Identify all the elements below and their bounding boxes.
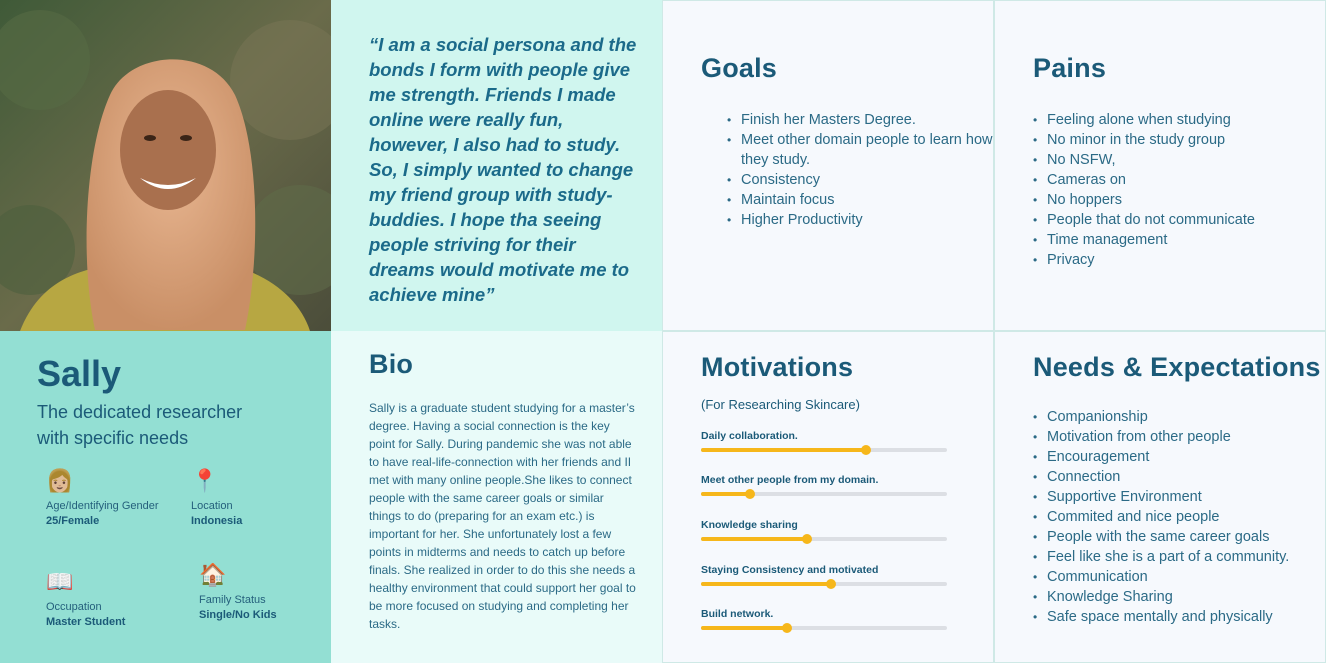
list-item: • Time management bbox=[1033, 230, 1325, 250]
motivation-bar-track bbox=[701, 448, 947, 452]
motivation-bar-track bbox=[701, 626, 947, 630]
motivation-bar-fill bbox=[701, 492, 750, 496]
pains-panel bbox=[994, 0, 1326, 331]
motivation-label: Staying Consistency and motivated bbox=[701, 564, 879, 576]
list-item: • Meet other domain people to learn how they study. bbox=[727, 130, 993, 170]
motivation-bar-track bbox=[701, 537, 947, 541]
attribute-family-status bbox=[199, 562, 331, 621]
attribute-label: Age/Identifying Gender bbox=[46, 500, 159, 512]
motivation-bar-track bbox=[701, 492, 947, 496]
goals-title: Goals bbox=[701, 53, 778, 83]
needs-title: Needs & Expectations bbox=[1033, 352, 1321, 382]
motivation-bar-fill bbox=[701, 537, 807, 541]
motivation-bar-track bbox=[701, 582, 947, 586]
motivation-item bbox=[701, 519, 947, 541]
list-item: • Feeling alone when studying bbox=[1033, 110, 1325, 130]
motivation-item bbox=[701, 564, 947, 586]
persona-quote-panel bbox=[331, 0, 662, 331]
motivation-label: Daily collaboration. bbox=[701, 430, 798, 442]
list-item: • Motivation from other people bbox=[1033, 427, 1325, 447]
list-item: • No minor in the study group bbox=[1033, 130, 1325, 150]
bio-panel bbox=[331, 331, 662, 663]
attribute-label: Occupation bbox=[46, 601, 102, 613]
motivation-bar-fill bbox=[701, 448, 866, 452]
list-item: • Finish her Masters Degree. bbox=[727, 110, 993, 130]
bio-text: Sally is a graduate student studying for a master’s degree. Having a social connection is the key point for Sally. During pandemic she was not able to have real-life-connection with her friends and II met with many online people.She likes to connect people with the same career goals or similar things to do (preparing for an exam etc.) is important for her. She unfortunately lost a few points in midterms and needs to catch up before finals. She realized in order to do this she needs a healthy environment that could support her goal to be more focused on studying and completing her tasks. bbox=[369, 401, 636, 631]
persona-name: Sally bbox=[37, 353, 122, 394]
list-item: • Feel like she is a part of a community. bbox=[1033, 547, 1325, 567]
list-item: • Safe space mentally and physically bbox=[1033, 607, 1325, 627]
goals-panel bbox=[662, 0, 994, 331]
motivation-label: Knowledge sharing bbox=[701, 519, 798, 531]
needs-expectations-panel bbox=[994, 331, 1326, 663]
attribute-age-gender bbox=[46, 468, 196, 527]
attribute-occupation bbox=[46, 569, 196, 628]
motivation-bar-knob bbox=[782, 623, 792, 633]
motivations-title: Motivations bbox=[701, 352, 854, 382]
motivation-bar-knob bbox=[745, 489, 755, 499]
persona-portrait-image bbox=[0, 0, 331, 331]
list-item: • No hoppers bbox=[1033, 190, 1325, 210]
attribute-location bbox=[191, 468, 331, 527]
list-item: • Maintain focus bbox=[727, 190, 993, 210]
list-item: • Companionship bbox=[1033, 407, 1325, 427]
needs-list bbox=[1033, 407, 1325, 627]
attribute-value: Single/No Kids bbox=[199, 609, 277, 621]
pains-list bbox=[1033, 110, 1325, 270]
motivation-bar-knob bbox=[826, 579, 836, 589]
motivation-bar-knob bbox=[802, 534, 812, 544]
list-item: • People that do not communicate bbox=[1033, 210, 1325, 230]
list-item: • No NSFW, bbox=[1033, 150, 1325, 170]
motivation-label: Build network. bbox=[701, 608, 774, 620]
person-icon: 👩🏼 bbox=[46, 468, 74, 493]
motivation-bar-fill bbox=[701, 626, 787, 630]
list-item: • Privacy bbox=[1033, 250, 1325, 270]
list-item: • Knowledge Sharing bbox=[1033, 587, 1325, 607]
attribute-label: Location bbox=[191, 500, 233, 512]
profile-panel bbox=[0, 331, 331, 663]
pains-title: Pains bbox=[1033, 53, 1107, 83]
persona-tagline: The dedicated researcher with specific needs bbox=[37, 402, 243, 448]
persona-quote: “I am a social persona and the bonds I form with people give me strength. Friends I made online were really fun, however, I also had to study. So, I simply wanted to change my friend group with study-buddies. I hope tha seeing people striving for their dreams would motivate me to achieve mine” bbox=[369, 34, 637, 305]
list-item: • Consistency bbox=[727, 170, 993, 190]
book-icon: 📖 bbox=[46, 569, 74, 594]
motivation-item bbox=[701, 608, 947, 630]
list-item: • Higher Productivity bbox=[727, 210, 993, 230]
list-item: • Cameras on bbox=[1033, 170, 1325, 190]
list-item: • Commited and nice people bbox=[1033, 507, 1325, 527]
attribute-value: Indonesia bbox=[191, 515, 243, 527]
motivation-label: Meet other people from my domain. bbox=[701, 474, 879, 486]
bio-title: Bio bbox=[369, 349, 414, 379]
list-item: • Communication bbox=[1033, 567, 1325, 587]
list-item: • Connection bbox=[1033, 467, 1325, 487]
motivations-panel bbox=[662, 331, 994, 663]
list-item: • Encouragement bbox=[1033, 447, 1325, 467]
motivation-item bbox=[701, 474, 947, 496]
motivation-bar-knob bbox=[861, 445, 871, 455]
attribute-label: Family Status bbox=[199, 594, 266, 606]
goals-list bbox=[701, 110, 993, 230]
list-item: • Supportive Environment bbox=[1033, 487, 1325, 507]
house-icon: 🏠 bbox=[199, 562, 227, 587]
motivations-subtitle: (For Researching Skincare) bbox=[701, 397, 860, 412]
attribute-value: Master Student bbox=[46, 616, 126, 628]
location-pin-icon: 📍 bbox=[191, 468, 219, 493]
motivation-item bbox=[701, 430, 947, 452]
attribute-value: 25/Female bbox=[46, 515, 100, 527]
motivation-bar-fill bbox=[701, 582, 831, 586]
list-item: • People with the same career goals bbox=[1033, 527, 1325, 547]
persona-photo bbox=[0, 0, 331, 331]
